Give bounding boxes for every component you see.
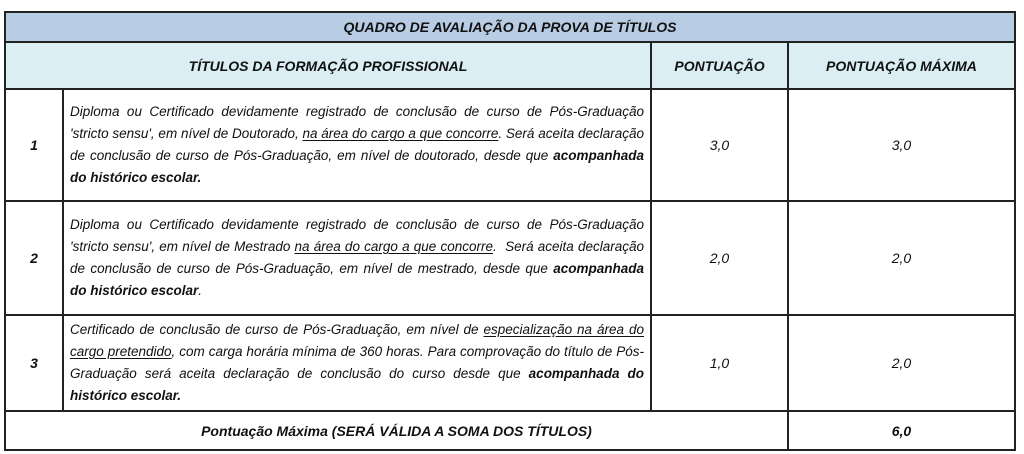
row-number: 1: [5, 89, 63, 201]
total-label: Pontuação Máxima (SERÁ VÁLIDA A SOMA DOS TÍTULOS): [5, 411, 788, 450]
header-titles: TÍTULOS DA FORMAÇÃO PROFISSIONAL: [5, 42, 651, 89]
header-max-score: PONTUAÇÃO MÁXIMA: [788, 42, 1015, 89]
row-number: 3: [5, 315, 63, 411]
table-row: [5, 89, 1015, 201]
row-max-score: 3,0: [788, 89, 1015, 201]
desc-bold: acompanhada do histórico escolar.: [70, 148, 644, 185]
desc-underlined: na área do cargo a que concorre: [302, 126, 499, 141]
row-score: 2,0: [651, 201, 788, 315]
row-score: 3,0: [651, 89, 788, 201]
desc-text: Diploma ou Certificado devidamente registrado de conclusão de curso de Pós-Graduação 'stricto sensu', em nível de Mestrado: [70, 217, 644, 254]
row-number: 2: [5, 201, 63, 315]
desc-text: .: [198, 283, 203, 298]
desc-underlined: especialização na área do cargo pretendido: [70, 322, 645, 359]
row-description: [63, 89, 651, 201]
desc-text: , com carga horária mínima de 360 horas. Para comprovação do título de Pós-Graduação será aceita declaração de conclusão do curso desde que: [70, 344, 644, 381]
desc-text: . Será aceita declaração de conclusão de curso de Pós-Graduação, em nível de doutorado, desde que: [70, 126, 645, 163]
desc-text: . Será aceita declaração de conclusão de curso de Pós-Graduação, em nível de mestrado, desde que: [70, 239, 648, 276]
desc-text: Diploma ou Certificado devidamente registrado de conclusão de curso de Pós-Graduação 'stricto sensu', em nível de Doutorado,: [70, 104, 644, 141]
row-max-score: 2,0: [788, 201, 1015, 315]
row-score: 1,0: [651, 315, 788, 411]
desc-underlined: na área do cargo a que concorre: [294, 239, 493, 254]
row-description: [63, 201, 651, 315]
total-value: 6,0: [788, 411, 1015, 450]
table-title: QUADRO DE AVALIAÇÃO DA PROVA DE TÍTULOS: [5, 12, 1015, 42]
table-row: [5, 201, 1015, 315]
row-description: [63, 315, 651, 411]
desc-bold: acompanhada do histórico escolar.: [70, 366, 644, 403]
evaluation-table: [4, 11, 1016, 451]
row-max-score: 2,0: [788, 315, 1015, 411]
desc-bold: acompanhada do histórico escolar: [70, 261, 644, 298]
table-row: [5, 315, 1015, 411]
desc-text: Certificado de conclusão de curso de Pós-Graduação, em nível de: [70, 322, 484, 337]
header-score: PONTUAÇÃO: [651, 42, 788, 89]
